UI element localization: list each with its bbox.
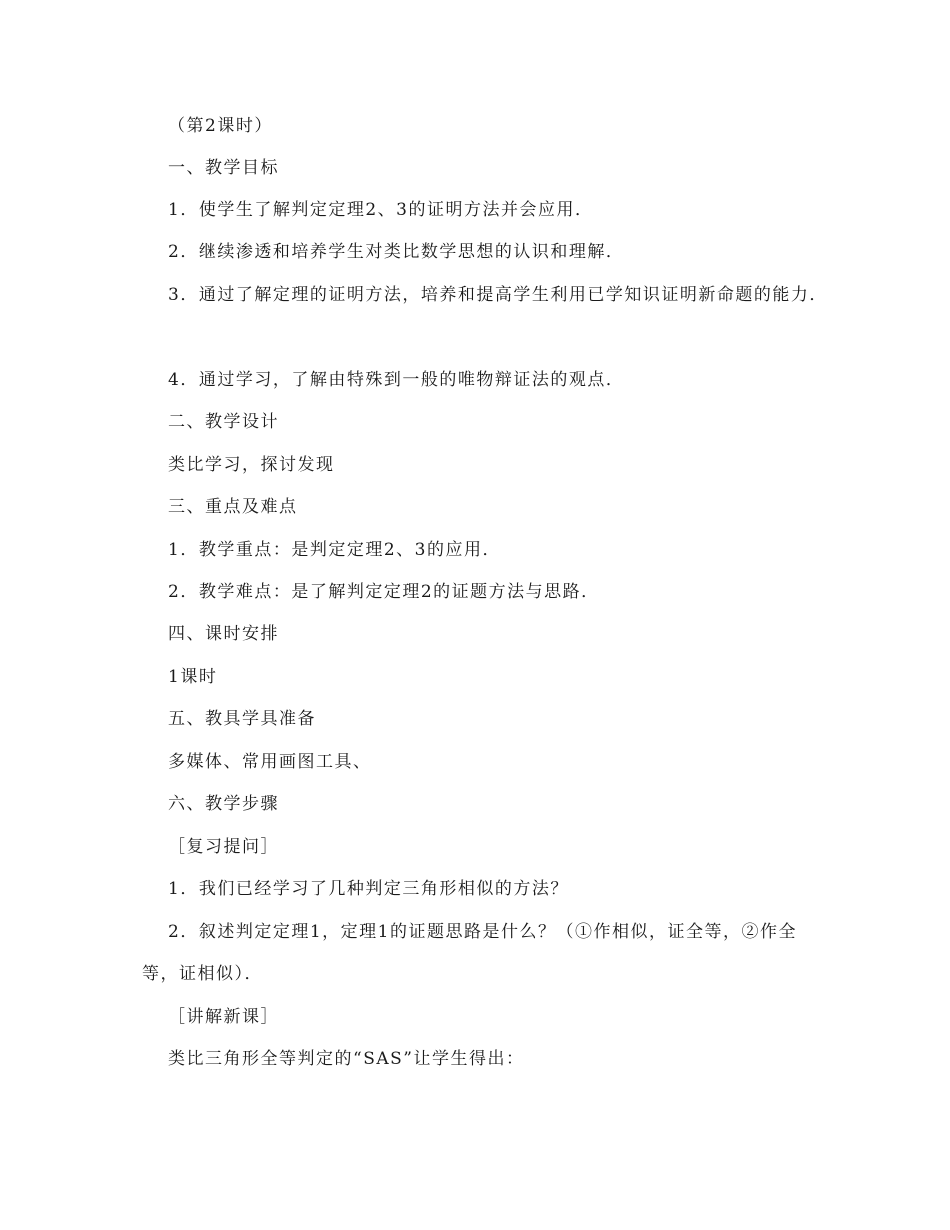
section-heading-goals: 一、教学目标 <box>168 158 279 178</box>
review-question-2-continued: 等，证相似）． <box>142 964 263 984</box>
key-point-1: 1．教学重点：是判定定理2、3的应用． <box>168 540 501 560</box>
review-heading: ［复习提问］ <box>168 837 279 857</box>
section-heading-tools: 五、教具学具准备 <box>168 709 316 729</box>
section-heading-key-points: 三、重点及难点 <box>168 497 298 517</box>
section-heading-schedule: 四、课时安排 <box>168 624 279 644</box>
goal-item-1: 1．使学生了解判定定理2、3的证明方法并会应用． <box>168 200 594 220</box>
lesson-period: （第2课时） <box>168 116 273 136</box>
tools-text: 多媒体、常用画图工具、 <box>168 752 372 772</box>
design-text: 类比学习，探讨发现 <box>168 455 335 475</box>
goal-item-3: 3．通过了解定理的证明方法，培养和提高学生利用已学知识证明新命题的能力． <box>168 285 828 305</box>
schedule-text: 1课时 <box>168 667 218 687</box>
goal-item-2: 2．继续渗透和培养学生对类比数学思想的认识和理解． <box>168 242 625 262</box>
review-question-1: 1．我们已经学习了几种判定三角形相似的方法？ <box>168 879 569 899</box>
new-lesson-heading: ［讲解新课］ <box>168 1007 279 1027</box>
key-point-2: 2．教学难点：是了解判定定理2的证题方法与思路． <box>168 582 600 602</box>
section-heading-design: 二、教学设计 <box>168 412 279 432</box>
review-question-2: 2．叙述判定定理1，定理1的证题思路是什么？（①作相似，证全等，②作全 <box>168 922 797 942</box>
goal-item-4: 4．通过学习，了解由特殊到一般的唯物辩证法的观点． <box>168 370 625 390</box>
new-lesson-text: 类比三角形全等判定的“SAS”让学生得出： <box>168 1049 525 1069</box>
section-heading-steps: 六、教学步骤 <box>168 794 279 814</box>
